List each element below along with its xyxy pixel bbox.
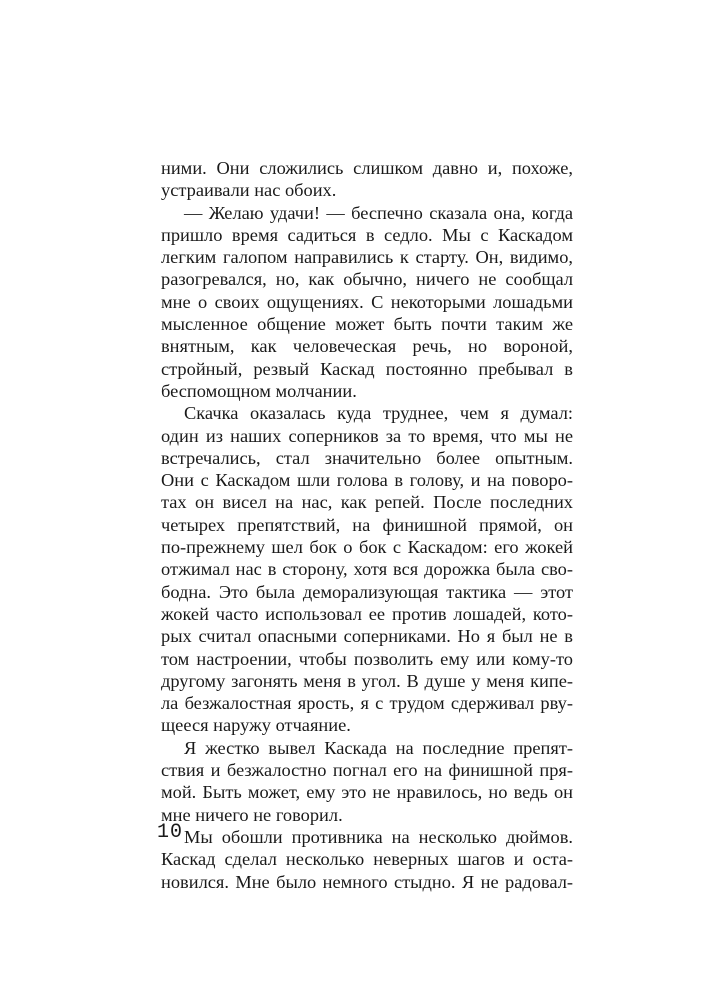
text-line: щееся наружу отчаяние. [161, 715, 351, 736]
text-line: беспомощном молчании. [161, 380, 357, 401]
text-line: рых считал опасными соперниками. Но я был не в [161, 626, 573, 647]
text-line: устраивали нас обоих. [161, 180, 337, 201]
text-line: отжимал нас в сторону, хотя вся дорожка была сво- [161, 559, 573, 580]
paragraph [161, 402, 573, 736]
text-line: тах он висел на нас, как репей. После последних [161, 492, 573, 513]
text-line: Скачка оказалась куда труднее, чем я думал: [184, 403, 573, 424]
text-line: бодна. Это была деморализующая тактика — этот [161, 581, 573, 602]
text-line: стройный, резвый Каскад постоянно пребывал в [161, 358, 573, 379]
paragraph [161, 202, 573, 403]
text-line: жокей часто использовал ее против лошадей, кото- [161, 603, 573, 624]
text-line: четырех препятствий, на финишной прямой, он [161, 514, 573, 535]
paragraph [161, 737, 573, 826]
text-line: внятным, как человеческая речь, но вороной, [161, 336, 573, 357]
paragraph [161, 826, 573, 893]
text-line: другому загонять меня в угол. В душе у меня кипе- [161, 670, 573, 691]
text-line: Каскад сделал несколько неверных шагов и оста- [161, 849, 573, 870]
text-line: по-прежнему шел бок о бок с Каскадом: его жокей [161, 537, 573, 558]
text-line: один из наших соперников за то время, что мы не [161, 425, 573, 446]
page-body-text [161, 157, 573, 893]
text-line: Они с Каскадом шли голова в голову, и на поворо- [161, 470, 573, 491]
text-line: мой. Быть может, ему это не нравилось, но ведь он [161, 782, 573, 803]
text-line: новился. Мне было немного стыдно. Я не радовал- [161, 871, 573, 892]
paragraph [161, 157, 573, 202]
text-line: разогревался, но, как обычно, ничего не сообщал [161, 269, 573, 290]
text-line: ла безжалостная ярость, я с трудом сдерживал рву- [161, 693, 573, 714]
text-line: — Желаю удачи! — беспечно сказала она, когда [184, 202, 573, 223]
text-line: встречались, стал значительно более опытным. [161, 447, 573, 468]
page-number: 10 [157, 821, 184, 844]
text-line: ствия и безжалостно погнал его на финишной пря- [161, 760, 573, 781]
text-line: мысленное общение может быть почти таким же [161, 314, 573, 335]
text-line: том настроении, чтобы позволить ему или кому-то [161, 648, 573, 669]
text-line: мне о своих ощущениях. С некоторыми лошадьми [161, 291, 573, 312]
text-line: Я жестко вывел Каскада на последние препят- [184, 737, 573, 758]
text-line: ними. Они сложились слишком давно и, похоже, [161, 158, 573, 178]
text-line: Мы обошли противника на несколько дюймов. [184, 826, 573, 847]
text-line: легким галопом направились к старту. Он, видимо, [161, 247, 573, 268]
text-line: мне ничего не говорил. [161, 804, 343, 825]
text-line: пришло время садиться в седло. Мы с Каскадом [161, 224, 573, 245]
